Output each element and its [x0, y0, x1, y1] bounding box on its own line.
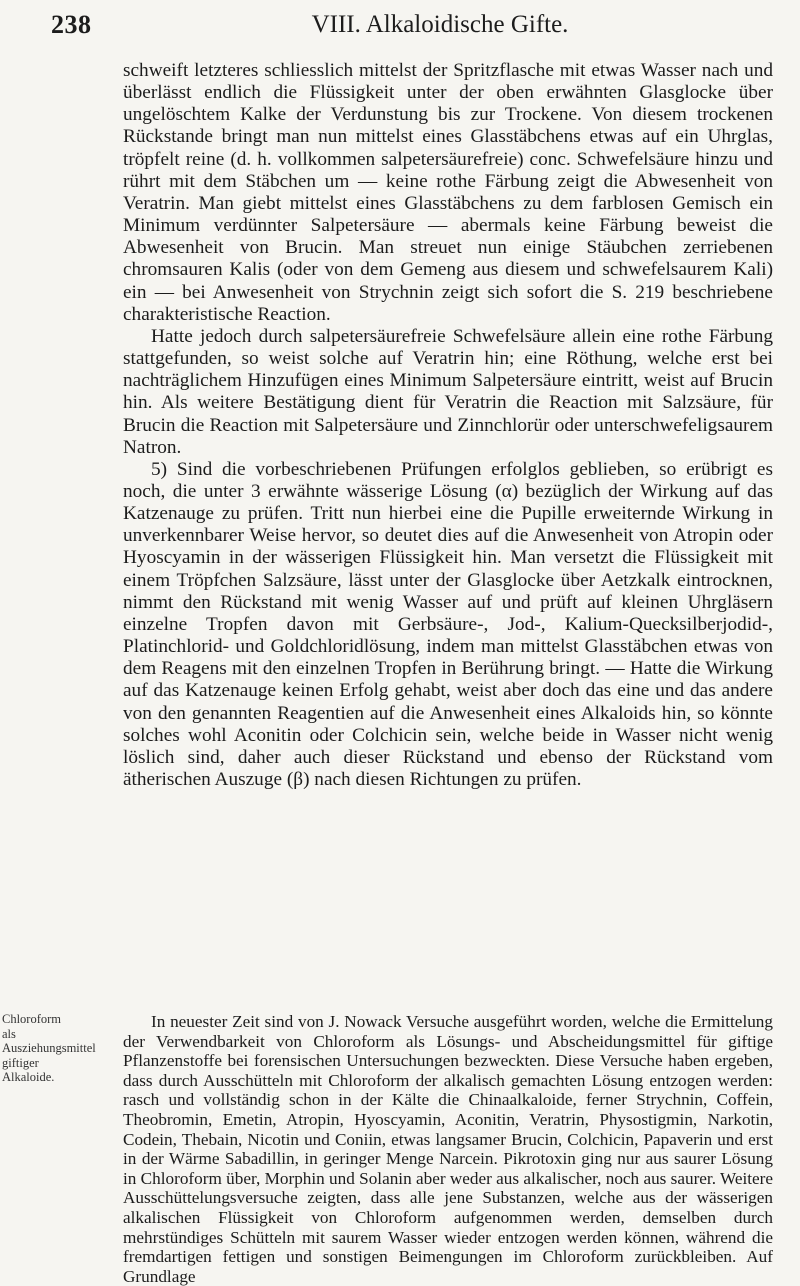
running-title: VIII. Alkaloidische Gifte.: [311, 11, 569, 38]
margin-note: Chloroform als Ausziehungsmittel giftiger Alkaloide.: [2, 1012, 96, 1084]
paragraph: In neuester Zeit sind von J. Nowack Versuche ausgeführt worden, welche die Ermittelung der Verwendbarkeit von Chloroform als Lösungs- und Abscheidungsmittel für giftige Pflanzenstoffe bei forensischen Untersuchungen bezweckten. Diese Versuche haben ergeben, dass durch Ausschütteln mit Chloroform der alkalisch gemachten Lösung entzogen werden: rasch und vollständig schon in der Kälte die Chinaalkaloide, ferner Strychnin, Coffein, Theobromin, Emetin, Atropin, Hyoscyamin, Aconitin, Veratrin, Physostigmin, Narkotin, Codein, Thebain, Nicotin und Coniin, etwas langsamer Brucin, Colchicin, Papaverin und erst in der Wärme Sabadillin, in geringer Menge Narcein. Pikrotoxin ging nur aus saurer Lösung in Chloroform über, Morphin und Solanin aber weder aus alkalischer, noch aus saurer. Weitere Ausschüttelungsversuche zeigten, dass alle jene Substanzen, welche aus der wässerigen alkalischen Flüssigkeit von Chloroform aufgenommen werden, demselben durch mehrstündiges Schütteln mit saurem Wasser wieder entzogen werden können, während die fremdartigen fettigen und sonstigen Beimengungen im Chloroform zurückbleiben. Auf Grundlage: [123, 1012, 773, 1286]
running-title-wrap: [0, 11, 800, 39]
small-print-text: [123, 1012, 773, 1286]
page-header: [0, 6, 800, 40]
paragraph: schweift letzteres schliesslich mittelst der Spritzflasche mit etwas Wasser nach und überlässt endlich die Flüssigkeit unter der oben erwähnten Glasglocke über ungelöschtem Kalke der Verdunstung bis zur Trockene. Von diesem trockenen Rückstande bringt man nun mittelst eines Glasstäbchens etwas auf ein Uhrglas, tröpfelt reine (d. h. vollkommen salpetersäurefreie) conc. Schwefelsäure hinzu und rührt mit dem Stäbchen um — keine rothe Färbung zeigt die Abwesenheit von Veratrin. Man giebt mittelst eines Glasstäbchens zu dem farblosen Gemisch ein Minimum verdünnter Salpetersäure — abermals keine Färbung beweist die Abwesenheit von Brucin. Man streuet nun einige Stäubchen zerriebenen chromsauren Kalis (oder von dem Gemeng aus diesem und schwefelsaurem Kali) ein — bei Anwesenheit von Strychnin zeigt sich sofort die S. 219 beschriebene charakteristische Reaction.: [123, 60, 773, 325]
paragraph: 5) Sind die vorbeschriebenen Prüfungen erfolglos geblieben, so erübrigt es noch, die unter 3 erwähnte wässerige Lösung (α) bezüglich der Wirkung auf das Katzenauge zu prüfen. Tritt nun hierbei eine die Pupille erweiternde Wirkung in unverkennbarer Weise hervor, so deutet dies auf die Anwesenheit von Atropin oder Hyoscyamin in der wässerigen Flüssigkeit hin. Man versetzt die Flüssigkeit mit einem Tröpfchen Salzsäure, lässt unter der Glasglocke über Aetzkalk eintrocknen, nimmt den Rückstand mit wenig Wasser auf und prüft auf kleinen Uhrgläsern einzelne Tropfen davon mit Gerbsäure-, Jod-, Kalium-Quecksilberjodid-, Platinchlorid- und Goldchloridlösung, indem man mittelst Glasstäbchen etwas von dem Reagens mit den einzelnen Tropfen in Berührung bringt. — Hatte die Wirkung auf das Katzenauge keinen Erfolg gehabt, weist aber doch das eine und das andere von den genannten Reagentien auf die Anwesenheit eines Alkaloids hin, so könnte solches wohl Aconitin oder Colchicin sein, welche beide in Wasser nicht wenig löslich sind, daher auch dieser Rückstand und ebenso der Rückstand vom ätherischen Auszuge (β) nach diesen Richtungen zu prüfen.: [123, 458, 773, 790]
page-number: 238: [51, 10, 92, 39]
main-text: [123, 60, 773, 791]
paragraph: Hatte jedoch durch salpetersäurefreie Schwefelsäure allein eine rothe Färbung stattgefunden, so weist solche auf Veratrin hin; eine Röthung, welche erst bei nachträglichem Hinzufügen eines Minimum Salpetersäure eintritt, weist auf Brucin hin. Als weitere Bestätigung dient für Veratrin die Reaction mit Salzsäure, für Brucin die Reaction mit Salpetersäure und Zinnchlorür oder unterschwefeligsaurem Natron.: [123, 325, 773, 458]
